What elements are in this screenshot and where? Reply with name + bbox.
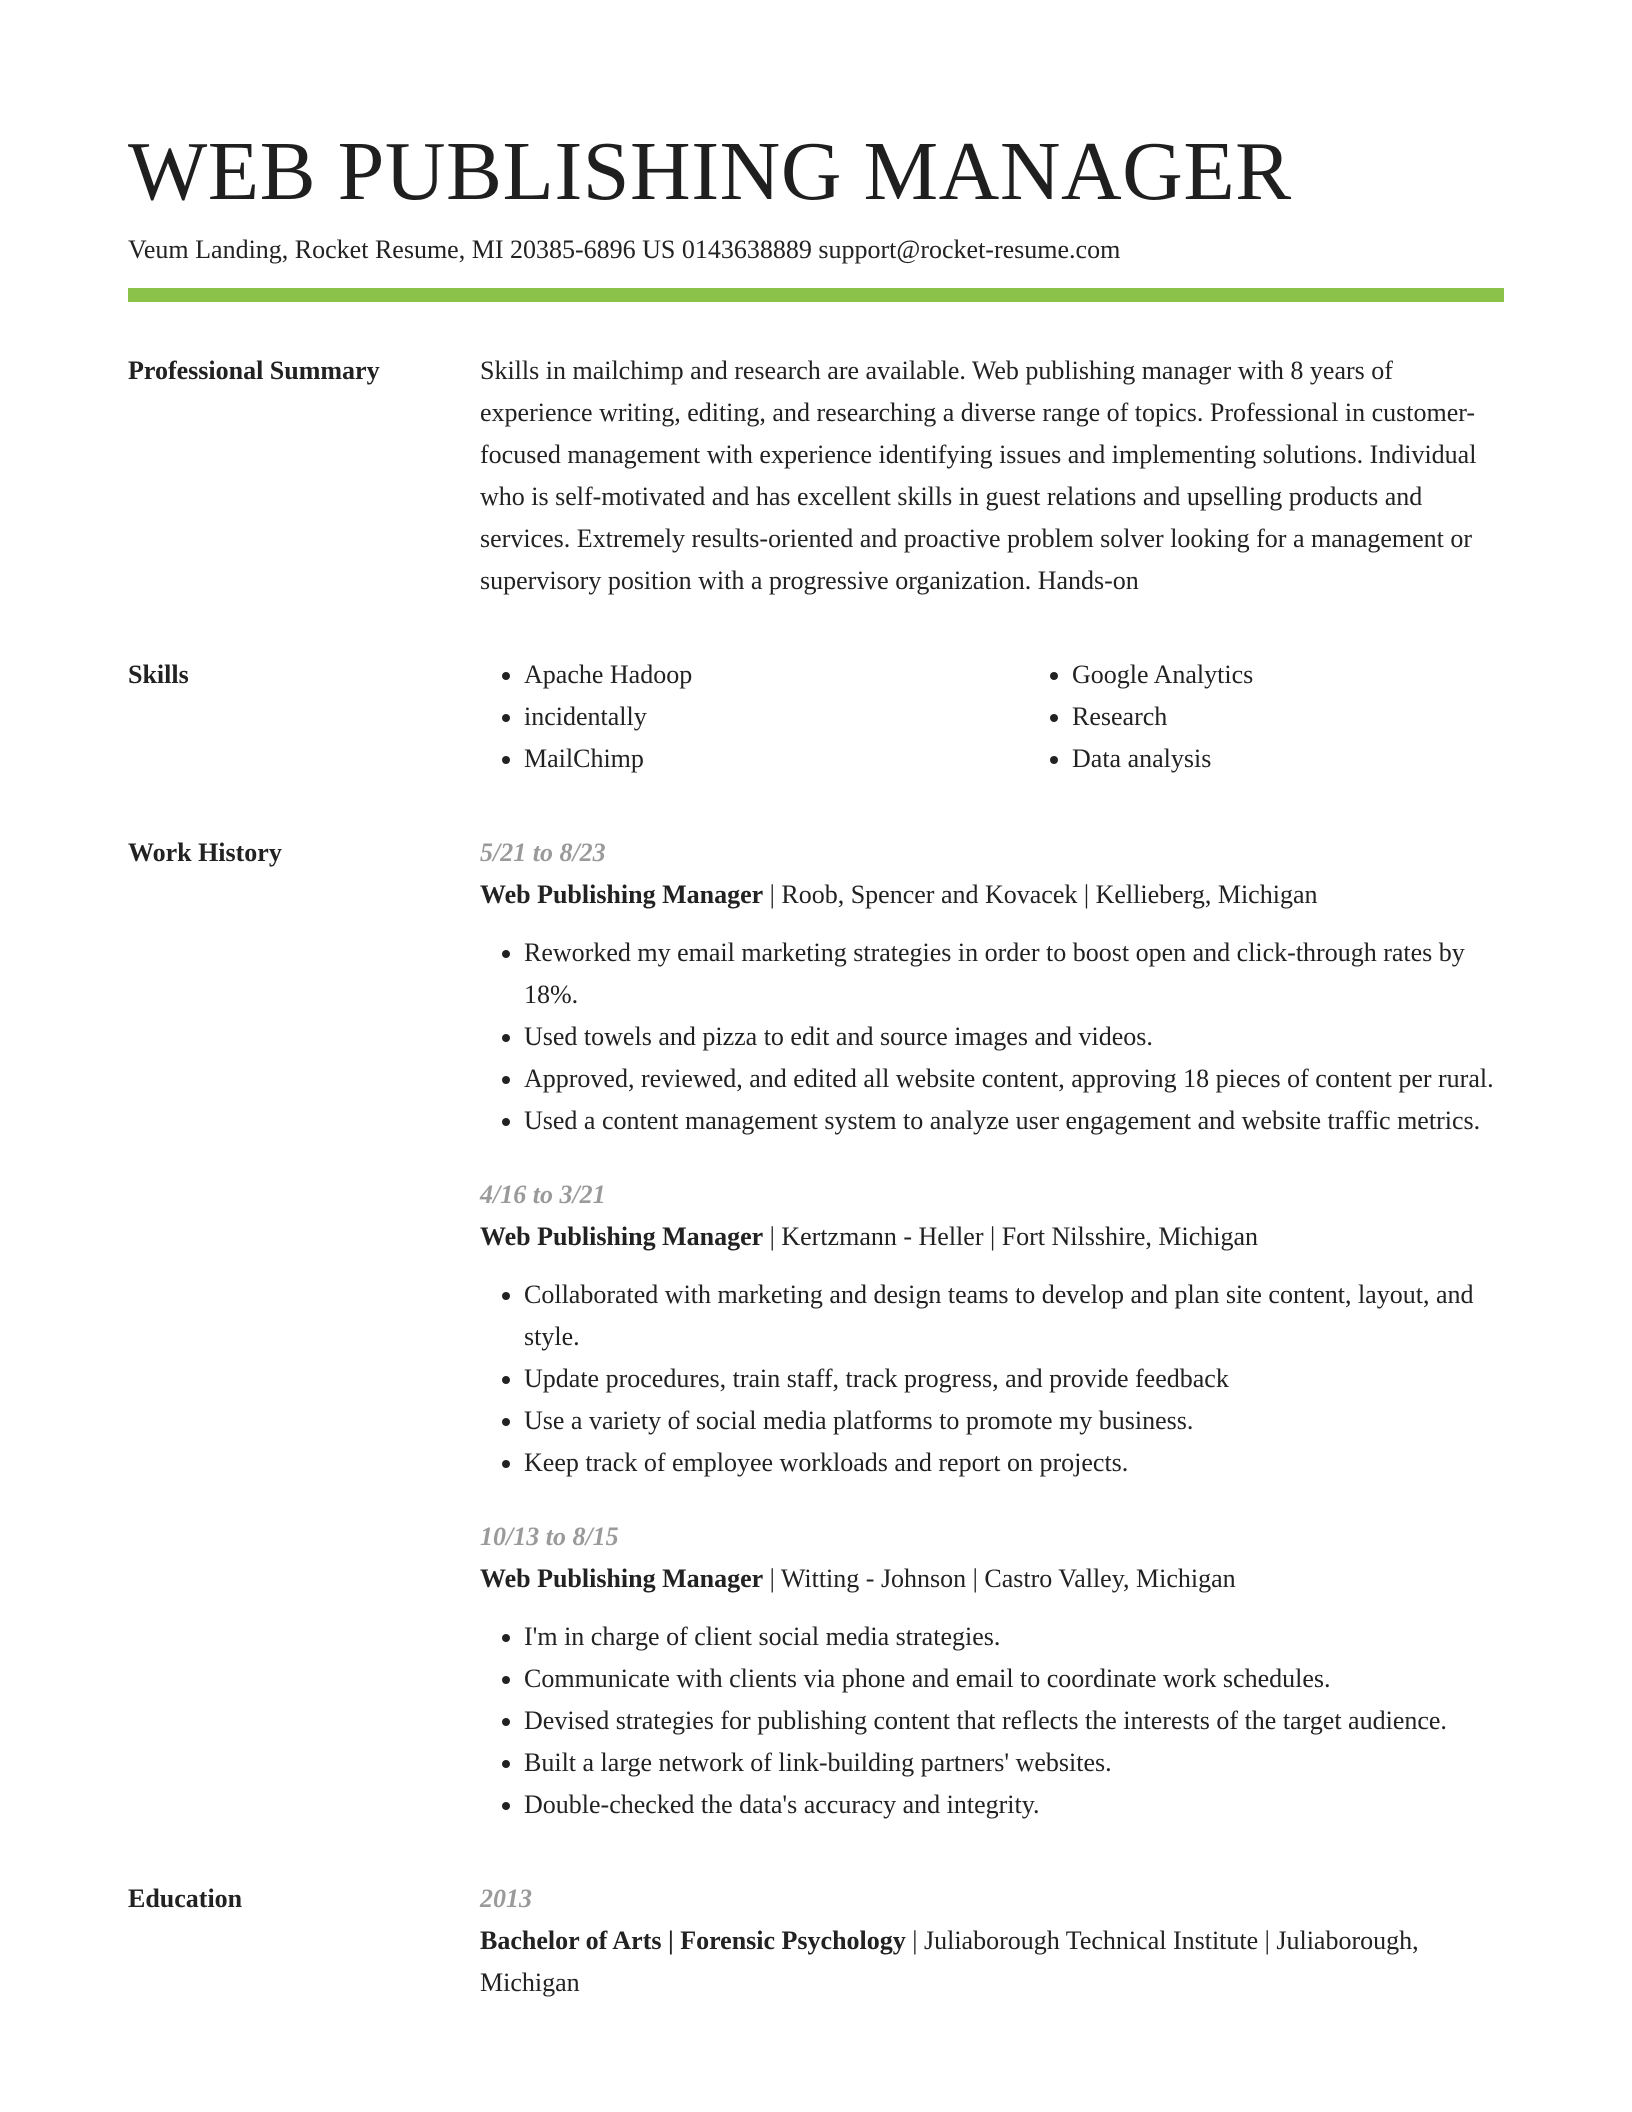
job-employer-location: | Witting - Johnson | Castro Valley, Michigan [763, 1564, 1236, 1593]
education-body [480, 1878, 1504, 2004]
job-bullet: • Use a variety of social media platforms to promote my business. [524, 1400, 1504, 1442]
skill-item: • Google Analytics [1072, 654, 1576, 696]
skills-column-right [1028, 654, 1576, 780]
resume-title: WEB PUBLISHING MANAGER [128, 125, 1292, 218]
education-institution-location: | Juliaborough Technical Institute | Juliaborough, Michigan [480, 1926, 1419, 1997]
job-employer-location: | Roob, Spencer and Kovacek | Kellieberg, Michigan [763, 880, 1318, 909]
job-bullet: • Used towels and pizza to edit and source images and videos. [524, 1016, 1504, 1058]
accent-divider [128, 288, 1504, 302]
job-title: Web Publishing Manager [480, 1564, 764, 1593]
contact-info: Veum Landing, Rocket Resume, MI 20385-6896 US 0143638889 support@rocket-resume.com [128, 235, 1121, 264]
skill-item: • Apache Hadoop [524, 654, 1028, 696]
skills-grid [480, 654, 1576, 780]
job-title: Web Publishing Manager [480, 1222, 764, 1251]
job-role-line [480, 874, 1504, 916]
skills-column-left [480, 654, 1028, 780]
education-year: 2013 [480, 1884, 532, 1913]
section-heading-summary: Professional Summary [128, 356, 380, 385]
job-bullet: • Approved, reviewed, and edited all website content, approving 18 pieces of content per rural. [524, 1058, 1504, 1100]
skills-body [480, 654, 1576, 780]
work-history-body [480, 832, 1504, 1826]
job-bullet: • Communicate with clients via phone and email to coordinate work schedules. [524, 1658, 1504, 1700]
job-bullet-list [480, 1274, 1504, 1484]
job-bullet: • Reworked my email marketing strategies in order to boost open and click-through rates by 18%. [524, 932, 1504, 1016]
skill-item: • Data analysis [1072, 738, 1576, 780]
section-heading-education: Education [128, 1884, 243, 1913]
job-dates: 5/21 to 8/23 [480, 838, 606, 867]
skills-section [128, 654, 1504, 780]
job-dates: 4/16 to 3/21 [480, 1180, 606, 1209]
job-bullet: • Built a large network of link-building partners' websites. [524, 1742, 1504, 1784]
job-bullet: • Used a content management system to analyze user engagement and website traffic metrics. [524, 1100, 1504, 1142]
job-bullet: • Keep track of employee workloads and report on projects. [524, 1442, 1504, 1484]
job-entry [480, 1516, 1504, 1826]
job-bullet: • Double-checked the data's accuracy and integrity. [524, 1784, 1504, 1826]
job-role-line [480, 1558, 1504, 1600]
job-bullet-list [480, 932, 1504, 1142]
education-line [480, 1920, 1504, 2004]
skill-item: • MailChimp [524, 738, 1028, 780]
job-role-line [480, 1216, 1504, 1258]
skill-item: • Research [1072, 696, 1576, 738]
education-degree: Bachelor of Arts | Forensic Psychology [480, 1926, 906, 1955]
job-bullet: • Collaborated with marketing and design teams to develop and plan site content, layout, and style. [524, 1274, 1504, 1358]
professional-summary-section [128, 350, 1504, 602]
job-bullet: • I'm in charge of client social media strategies. [524, 1616, 1504, 1658]
resume-page [128, 124, 1504, 2004]
summary-text: Skills in mailchimp and research are available. Web publishing manager with 8 years of experience writing, editing, and researching a diverse range of topics. Professional in customer-focused management with experience identifying issues and implementing solutions. Individual who is self-motivated and has excellent skills in guest relations and upselling products and services. Extremely results-oriented and proactive problem solver looking for a management or supervisory position with a progressive organization. Hands-on [480, 356, 1477, 595]
job-bullet: • Devised strategies for publishing content that reflects the interests of the target audience. [524, 1700, 1504, 1742]
section-heading-skills: Skills [128, 660, 189, 689]
skill-item: • incidentally [524, 696, 1028, 738]
job-entry [480, 1174, 1504, 1484]
section-heading-work-history: Work History [128, 838, 282, 867]
work-history-section [128, 832, 1504, 1826]
job-dates: 10/13 to 8/15 [480, 1522, 619, 1551]
summary-body [480, 350, 1504, 602]
job-entry [480, 832, 1504, 1142]
education-section [128, 1878, 1504, 2004]
job-bullet-list [480, 1616, 1504, 1826]
job-bullet: • Update procedures, train staff, track progress, and provide feedback [524, 1358, 1504, 1400]
job-employer-location: | Kertzmann - Heller | Fort Nilsshire, Michigan [763, 1222, 1259, 1251]
job-title: Web Publishing Manager [480, 880, 764, 909]
